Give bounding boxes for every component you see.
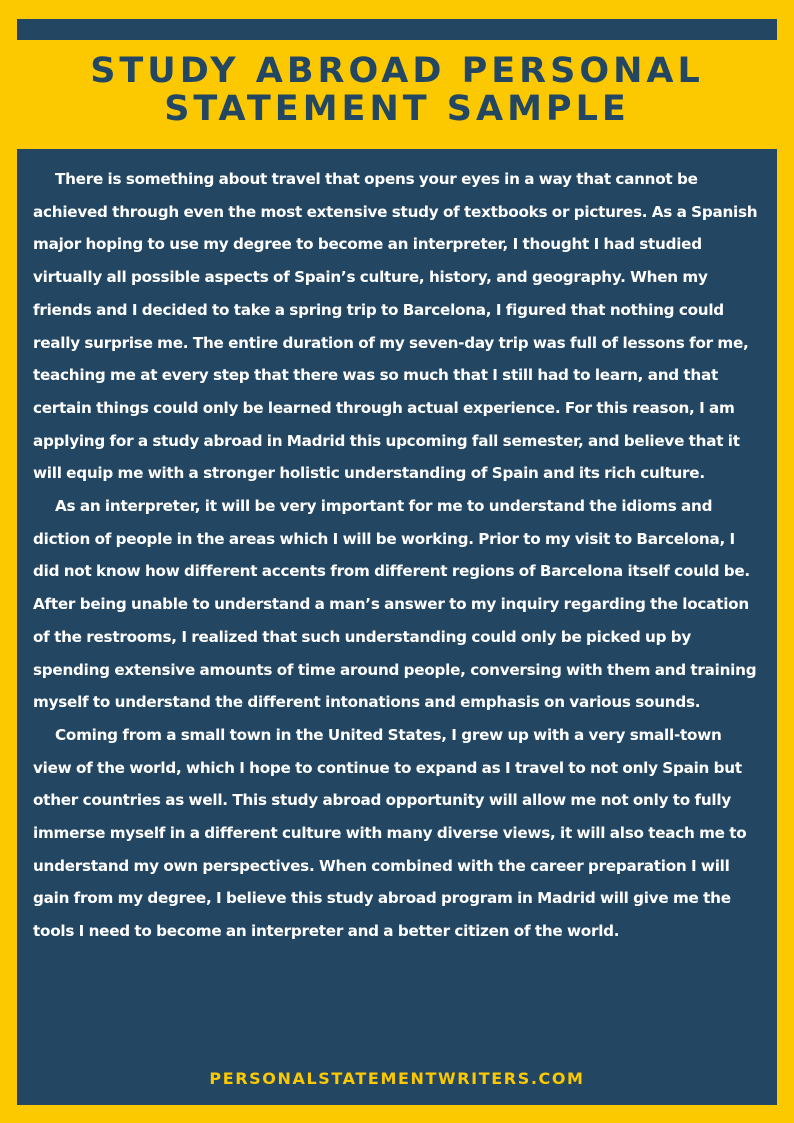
top-decorative-bar xyxy=(17,19,777,40)
content-panel xyxy=(17,149,777,1105)
footer-website: PERSONALSTATEMENTWRITERS.COM xyxy=(209,1069,585,1088)
paragraph-3: Coming from a small town in the United States, I grew up with a very small-town view of the world, which I hope to continue to expand as I travel to not only Spain but other countries as well. This study abroad opportunity will allow me not only to fully immerse myself in a different culture with many diverse views, it will also teach me to understand my own perspectives. When combined with the career preparation I will gain from my degree, I believe this study abroad program in Madrid will give me the tools I need to become an interpreter and a better citizen of the world. xyxy=(33,725,747,941)
page-title: STUDY ABROAD PERSONAL STATEMENT SAMPLE xyxy=(90,51,704,129)
statement-body xyxy=(33,163,761,948)
paragraph-1: There is something about travel that opens your eyes in a way that cannot be achieved through even the most extensive study of textbooks or pictures. As a Spanish major hoping to use my degree to become an interpreter, I thought I had studied virtually all possible aspects of Spain’s culture, history, and geography. When my friends and I decided to take a spring trip to Barcelona, I figured that nothing could really surprise me. The entire duration of my seven-day trip was full of lessons for me, teaching me at every step that there was so much that I still had to learn, and that certain things could only be learned through actual experience. For this reason, I am applying for a study abroad in Madrid this upcoming fall semester, and believe that it will equip me with a stronger holistic understanding of Spain and its rich culture. xyxy=(33,170,758,483)
paragraph-2: As an interpreter, it will be very important for me to understand the idioms and diction of people in the areas which I will be working. Prior to my visit to Barcelona, I did not know how different accents from different regions of Barcelona itself could be. After being unable to understand a man’s answer to my inquiry regarding the location of the restrooms, I realized that such understanding could only be picked up by spending extensive amounts of time around people, conversing with them and training myself to understand the different intonations and emphasis on various sounds. xyxy=(33,497,757,712)
